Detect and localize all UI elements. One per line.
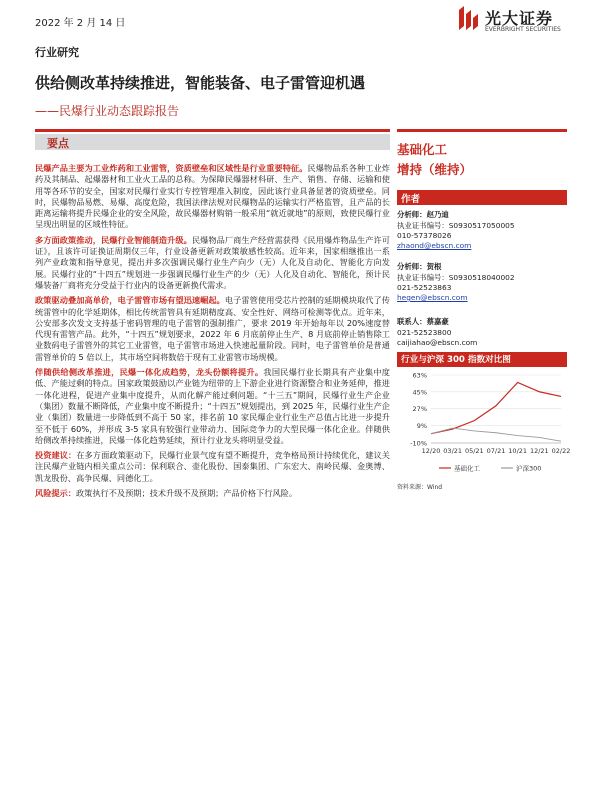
keypoint-lead: 投资建议： <box>35 450 77 461</box>
chart-ytick-label: -10% <box>410 439 427 448</box>
chart-source: 资料来源：Wind <box>397 484 443 491</box>
keypoint-lead: 伴随供给侧改革推进，民爆一体化成趋势，龙头份额将提升。 <box>35 367 264 378</box>
chart-ytick-label: 45% <box>412 388 427 397</box>
chart-xtick-label: 12/20 <box>421 447 441 455</box>
chart-xtick-label: 02/22 <box>551 447 571 455</box>
report-category: 行业研究 <box>35 46 79 59</box>
analyst-1-name-line: 分析师：赵乃迪 <box>397 210 449 219</box>
contact-name-line: 联系人：蔡嘉豪 <box>397 317 449 326</box>
contact-name: 蔡嘉豪 <box>426 317 449 326</box>
chart-xtick-label: 07/21 <box>486 447 506 455</box>
keypoint-paragraph <box>35 163 390 231</box>
keypoint-text: 民爆物品系各种工业炸药及其制品、起爆器材和工业火工品的总称。为保障民爆器材科研、生产、销售、存储、运输和使用等各环节的安全，国家对民爆行业实行专控管理准入制度，因此该行业具备显著的资质壁垒。同时，民爆物品易燃、易爆、高度危险，我国法律法规对民爆物品的运输实行严格监管，且产品的长距离运输将提升民爆企业的安全风险，故民爆器材购销一般采用“就近就地”的原则，致使民爆行业呈现出明显的区域性特征。 <box>35 163 390 230</box>
keypoint-lead: 多方面政策推动，民爆行业智能制造升级。 <box>35 234 192 245</box>
chart-xtick-label: 03/21 <box>443 447 463 455</box>
keypoint-text: 政策执行不及预期；技术升级不及预期；产品价格下行风险。 <box>75 488 298 499</box>
keypoint-text: 在多方面政策驱动下，民爆行业景气度有望不断提升，竞争格局预计持续优化，建议关注民爆产业链内相关重点公司：保利联合、壶化股份、国泰集团、广东宏大、南岭民爆、金奥博、凯龙股份、高争民爆、同德化工。 <box>35 450 390 483</box>
keypoint-paragraph <box>35 367 390 446</box>
keypoint-text: 我国民爆行业长期具有产业集中度低、产能过剩的特点。国家政策鼓励以产业链为纽带的上下游企业进行资源整合和业务延伸，推进一体化进程，促进产业集中度提升，从而化解产能过剩问题。“十三五”期间，民爆行业生产企业（集团）数量不断降低，产业集中度不断提升；“十四五”规划提出，到 2025 年，民爆行业生产企业（集团）数量进一步降低到不高于 50 家，排名前 10 家民爆企业行业生产总值占比进一步提升至不低于 60%，并形成 3-5 家具有较强行业带动力、国际竞争力的大型民爆一体化企业。伴随供给侧改革持续推进，民爆一体化趋势延续，预计行业龙头将明显受益。 <box>35 367 390 445</box>
keypoints-body <box>35 163 390 503</box>
brand-logo <box>455 4 595 40</box>
chart-xtick-label: 12/21 <box>529 447 549 455</box>
keypoint-lead: 风险提示： <box>35 488 76 499</box>
chart-legend-label: 基础化工 <box>454 464 480 473</box>
chart-series-line-industry <box>431 382 561 433</box>
logo-mark-icon <box>455 4 481 34</box>
analyst-2-name-line: 分析师：贺根 <box>397 262 442 271</box>
chart-ytick-label: 63% <box>412 371 427 380</box>
analyst-1-name: 赵乃迪 <box>426 210 449 219</box>
logo-text: 光大证券 <box>485 9 554 28</box>
keypoint-text: 民爆物品厂商生产经营需获得《民用爆炸物品生产许可证》，且该许可证换证周期仅三年，行业设备更新对政策敏感性较高。近年来，国家相继推出一系列产业政策和指导意见，提出并多次强调民爆行业生产向少（无）人化及自动化、智能化方向发展。民爆行业的“十四五”规划进一步强调民爆行业生产的少（无）人化及自动化、智能化，预计民爆装备厂商将充分受益于行业内的设备更新换代需求。 <box>35 234 390 290</box>
keypoint-paragraph <box>35 235 390 291</box>
industry-rating: 增持（维持） <box>397 162 473 177</box>
industry-name: 基础化工 <box>397 142 448 157</box>
report-date: 2022 年 2 月 14 日 <box>35 18 126 29</box>
analyst-2-email[interactable]: hegen@ebscn.com <box>397 293 468 302</box>
author-heading-band <box>397 190 567 205</box>
divider-left <box>35 129 390 132</box>
chart-heading: 行业与沪深 300 指数对比图 <box>401 355 511 365</box>
analyst-1-cert: 执业证书编号：S0930517050005 <box>397 221 515 230</box>
contact-email: caijiahao@ebscn.com <box>397 338 478 347</box>
chart-xtick-label: 05/21 <box>464 447 484 455</box>
analyst-2-name: 贺根 <box>426 262 442 271</box>
contact-phone: 021-52523800 <box>397 328 452 337</box>
chart-legend-label: 沪深300 <box>516 464 542 473</box>
keypoints-heading: 要点 <box>47 137 69 150</box>
analyst-1-email[interactable]: zhaond@ebscn.com <box>397 241 472 250</box>
keypoints-heading-band <box>35 134 390 150</box>
logo-subtext: EVERBRIGHT SECURITIES <box>485 26 561 33</box>
keypoint-lead: 政策驱动叠加高单价，电子雷管市场有望迅速崛起。 <box>35 295 225 306</box>
report-subtitle: ——民爆行业动态跟踪报告 <box>35 104 180 118</box>
report-title: 供给侧改革持续推进，智能装备、电子雷管迎机遇 <box>35 74 366 92</box>
analyst-2-cert: 执业证书编号：S0930518040002 <box>397 273 515 282</box>
author-heading: 作者 <box>401 194 421 205</box>
chart-ytick-label: 9% <box>416 421 427 430</box>
chart-ytick-label: 27% <box>412 405 427 414</box>
keypoint-text: 电子雷管使用受芯片控制的延期模块取代了传统雷管中的化学延期体，相比传统雷管具有延期精度高、安全性好、网络可检测等优点。近年来，公安部多次发文支持基于密码管理的电子雷管的强制推广，要求 2019 年开始每年以 20%速度替代现有雷管产品。此外，“十四五”规划要求，2022 年 6 月底前停止生产、8 月底前停止销售除工业数码电子雷管外的其它工业雷管，电子雷管市场进入快速起量阶段。同时，电子雷管单价是普通雷管单价的 5 倍以上，其市场空间将数倍于现有工业雷管市场规模。 <box>35 295 390 362</box>
performance-chart <box>397 367 571 482</box>
chart-heading-band <box>397 352 567 367</box>
keypoint-lead: 民爆产品主要为工业炸药和工业雷管，资质壁垒和区域性是行业重要特征。 <box>35 163 308 173</box>
divider-right <box>397 129 567 132</box>
keypoint-paragraph <box>35 488 390 499</box>
chart-xtick-label: 10/21 <box>508 447 528 455</box>
keypoint-paragraph <box>35 295 390 363</box>
analyst-1-phone: 010-57378026 <box>397 231 452 240</box>
keypoint-paragraph <box>35 450 390 484</box>
analyst-2-phone: 021-52523863 <box>397 283 452 292</box>
